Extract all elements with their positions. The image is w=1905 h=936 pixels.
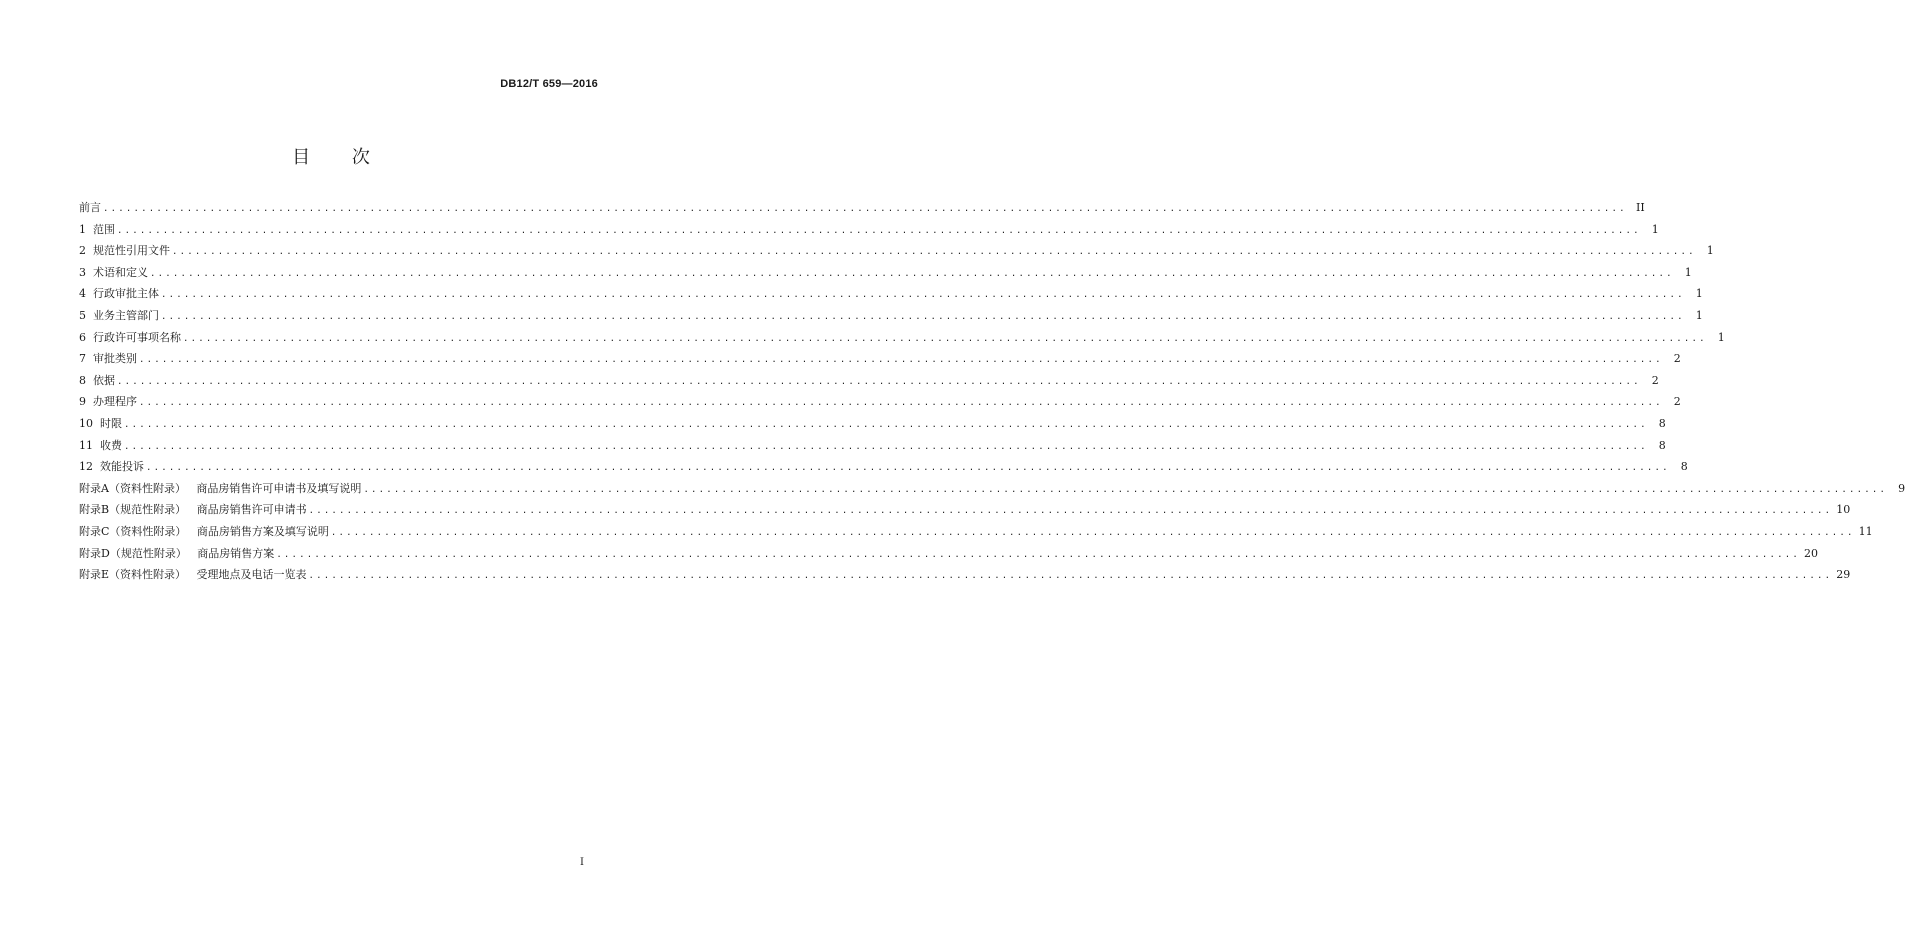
toc-entry-label: 10 时限 — [79, 416, 122, 430]
toc-entry[interactable] — [79, 413, 1666, 435]
toc-entry-page: 10 — [1836, 503, 1851, 517]
toc-leader-dots: ........................................................................................................................................................................................................ — [117, 225, 1641, 236]
document-code: DB12/T 659—2016 — [500, 78, 598, 90]
toc-entry[interactable] — [79, 391, 1681, 413]
toc-entry[interactable] — [79, 327, 1725, 349]
toc-entry[interactable] — [79, 564, 1851, 586]
toc-leader-dots: ........................................................................................................................................................................................................ — [308, 506, 1833, 517]
toc-entry[interactable] — [79, 543, 1819, 565]
toc-leader-dots: ........................................................................................................................................................................................................ — [139, 398, 1663, 409]
toc-entry-label: 6 行政许可事项名称 — [79, 330, 181, 344]
toc-entry-page: 1 — [1651, 222, 1659, 236]
toc-entry-page: 8 — [1658, 416, 1666, 430]
toc-entry-page: 2 — [1673, 352, 1681, 366]
toc-entry-label: 附录A（资料性附录） 商品房销售许可申请书及填写说明 — [79, 481, 362, 495]
toc-entry-label: 8 依据 — [79, 373, 115, 387]
toc-entry[interactable] — [79, 370, 1659, 392]
toc-entry[interactable] — [79, 219, 1659, 241]
toc-entry-page: 1 — [1695, 287, 1703, 301]
toc-leader-dots: ........................................................................................................................................................................................................ — [139, 355, 1663, 366]
toc-entry-page: 11 — [1858, 524, 1873, 538]
toc-leader-dots: ........................................................................................................................................................................................................ — [276, 549, 1801, 560]
toc-leader-dots: ........................................................................................................................................................................................................ — [161, 290, 1685, 301]
toc-leader-dots: ........................................................................................................................................................................................................ — [146, 463, 1670, 474]
toc-entry[interactable] — [79, 197, 1645, 219]
toc-entry-label: 3 术语和定义 — [79, 265, 148, 279]
toc-entry-page: 1 — [1706, 244, 1714, 258]
toc-entry-page: 9 — [1898, 481, 1905, 495]
toc-entry-label: 附录D（规范性附录） 商品房销售方案 — [79, 546, 275, 560]
toc-entry[interactable] — [79, 499, 1851, 521]
toc-leader-dots: ........................................................................................................................................................................................................ — [183, 333, 1707, 344]
page-number: I — [580, 857, 584, 868]
toc-entry-label: 9 办理程序 — [79, 395, 137, 409]
toc-entry-label: 前言 — [79, 201, 101, 214]
toc-leader-dots: ........................................................................................................................................................................................................ — [363, 484, 1888, 495]
toc-entry-page: 20 — [1804, 546, 1819, 560]
toc-entry[interactable] — [79, 262, 1692, 284]
toc-entry-page: 2 — [1673, 395, 1681, 409]
toc-leader-dots: ........................................................................................................................................................................................................ — [150, 268, 1674, 279]
toc-entry-label: 附录C（资料性附录） 商品房销售方案及填写说明 — [79, 524, 329, 538]
toc-entry-label: 4 行政审批主体 — [79, 287, 159, 301]
toc-entry-page: 8 — [1680, 460, 1688, 474]
toc-entry-page: 2 — [1651, 373, 1659, 387]
toc-entry-page: 1 — [1717, 330, 1725, 344]
toc-leader-dots: ........................................................................................................................................................................................................ — [117, 376, 1641, 387]
toc-entry[interactable] — [79, 283, 1703, 305]
toc-entry-label: 1 范围 — [79, 222, 115, 236]
toc-entry-page: 1 — [1684, 265, 1692, 279]
toc-title: 目 次 — [292, 147, 388, 168]
toc-leader-dots: ........................................................................................................................................................................................................ — [161, 311, 1685, 322]
toc-entry-label: 附录B（规范性附录） 商品房销售许可申请书 — [79, 503, 307, 517]
toc-entry[interactable] — [79, 435, 1666, 457]
toc-entry-page: 1 — [1695, 308, 1703, 322]
toc-entry-label: 附录E（资料性附录） 受理地点及电话一览表 — [79, 568, 307, 582]
toc-leader-dots: ........................................................................................................................................................................................................ — [172, 247, 1696, 258]
toc-entry-page: 8 — [1658, 438, 1666, 452]
toc-entry[interactable] — [79, 456, 1688, 478]
toc-entry-label: 2 规范性引用文件 — [79, 244, 170, 258]
toc-entry[interactable] — [79, 348, 1681, 370]
toc-entry-label: 7 审批类别 — [79, 352, 137, 366]
toc-entry-label: 5 业务主管部门 — [79, 308, 159, 322]
toc-leader-dots: ........................................................................................................................................................................................................ — [103, 204, 1627, 214]
toc-entry[interactable] — [79, 521, 1873, 543]
toc-leader-dots: ........................................................................................................................................................................................................ — [124, 441, 1648, 452]
toc-entry[interactable] — [79, 240, 1714, 262]
toc-entry-label: 12 效能投诉 — [79, 460, 144, 474]
toc-entry[interactable] — [79, 305, 1703, 327]
table-of-contents — [79, 197, 1905, 586]
toc-entry-page: 29 — [1836, 568, 1851, 582]
toc-leader-dots: ........................................................................................................................................................................................................ — [124, 419, 1648, 430]
toc-leader-dots: ........................................................................................................................................................................................................ — [308, 571, 1833, 582]
toc-entry-label: 11 收费 — [79, 438, 122, 452]
toc-entry[interactable] — [79, 478, 1905, 500]
toc-entry-page: II — [1636, 201, 1645, 214]
toc-leader-dots: ........................................................................................................................................................................................................ — [330, 527, 1855, 538]
